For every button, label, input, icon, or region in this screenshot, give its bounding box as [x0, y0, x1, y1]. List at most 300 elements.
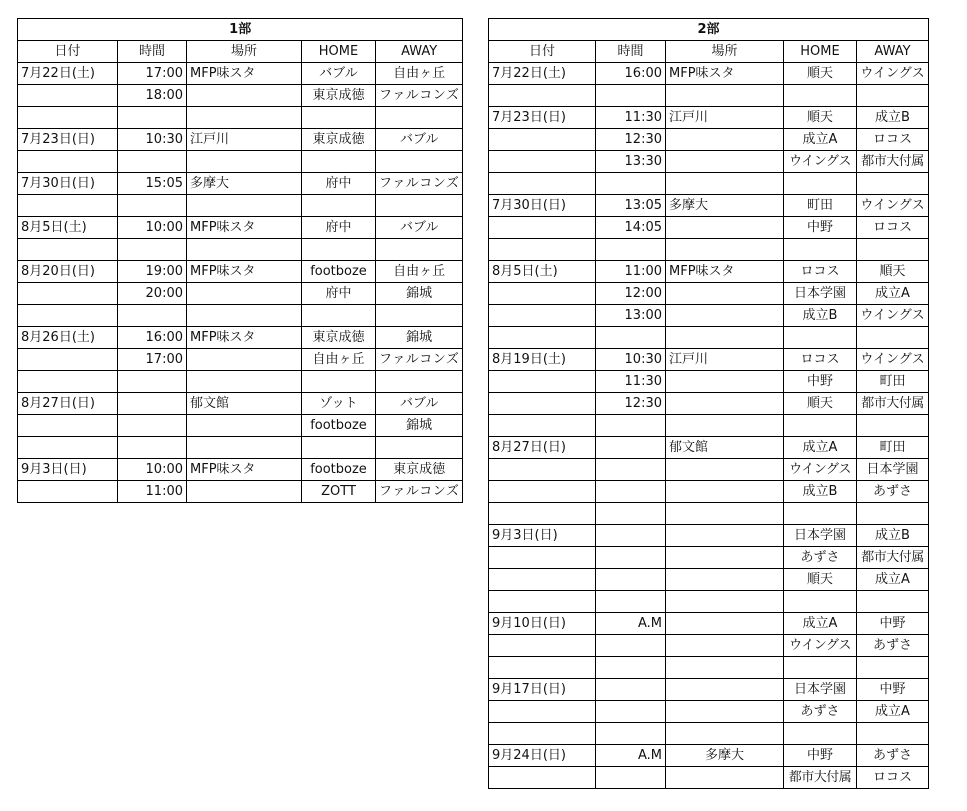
table-row: [18, 393, 463, 415]
away-team-cell: [376, 371, 463, 393]
venue-cell: [666, 657, 784, 679]
away-team-cell: [376, 195, 463, 217]
venue-cell: [666, 767, 784, 789]
table-row: [489, 327, 929, 349]
table-row: [18, 305, 463, 327]
venue-cell: [666, 635, 784, 657]
venue-cell: [666, 129, 784, 151]
time-cell: [118, 305, 187, 327]
time-cell: [596, 173, 666, 195]
venue-cell: [187, 371, 302, 393]
away-team-cell: [376, 437, 463, 459]
away-team-cell: ファルコンズ: [376, 173, 463, 195]
venue-cell: [666, 217, 784, 239]
home-team-cell: 東京成徳: [302, 85, 376, 107]
time-cell: 14:05: [596, 217, 666, 239]
time-cell: [596, 547, 666, 569]
table-row: [489, 547, 929, 569]
time-cell: [596, 591, 666, 613]
date-cell: [18, 107, 118, 129]
date-cell: [18, 239, 118, 261]
date-cell: [489, 503, 596, 525]
time-cell: [596, 437, 666, 459]
time-cell: 19:00: [118, 261, 187, 283]
header-home: HOME: [302, 41, 376, 63]
home-team-cell: 成立B: [784, 305, 857, 327]
date-cell: [489, 129, 596, 151]
date-cell: [18, 481, 118, 503]
home-team-cell: [302, 239, 376, 261]
date-cell: 8月26日(土): [18, 327, 118, 349]
date-cell: [489, 723, 596, 745]
date-cell: 9月3日(日): [489, 525, 596, 547]
table-row: [489, 525, 929, 547]
away-team-cell: [857, 503, 929, 525]
time-cell: 20:00: [118, 283, 187, 305]
date-cell: [489, 767, 596, 789]
time-cell: 10:00: [118, 217, 187, 239]
venue-cell: [666, 415, 784, 437]
table-row: [18, 437, 463, 459]
home-team-cell: [784, 415, 857, 437]
table-header-row: [18, 41, 463, 63]
away-team-cell: 東京成徳: [376, 459, 463, 481]
away-team-cell: 成立B: [857, 525, 929, 547]
away-team-cell: ウイングス: [857, 195, 929, 217]
table-row: [489, 217, 929, 239]
home-team-cell: 府中: [302, 173, 376, 195]
venue-cell: [666, 569, 784, 591]
venue-cell: [666, 723, 784, 745]
away-team-cell: 順天: [857, 261, 929, 283]
away-team-cell: ロコス: [857, 217, 929, 239]
date-cell: [489, 283, 596, 305]
away-team-cell: 都市大付属: [857, 547, 929, 569]
date-cell: [489, 151, 596, 173]
time-cell: 10:30: [118, 129, 187, 151]
table-row: [489, 283, 929, 305]
table-row: [489, 591, 929, 613]
away-team-cell: 日本学園: [857, 459, 929, 481]
date-cell: 7月22日(土): [489, 63, 596, 85]
venue-cell: [666, 503, 784, 525]
venue-cell: [187, 195, 302, 217]
table-row: [489, 371, 929, 393]
home-team-cell: footboze: [302, 459, 376, 481]
date-cell: [489, 635, 596, 657]
table-row: [489, 195, 929, 217]
table-row: [18, 415, 463, 437]
venue-cell: [666, 305, 784, 327]
table-row: [489, 151, 929, 173]
table-row: [489, 85, 929, 107]
date-cell: [489, 393, 596, 415]
date-cell: [489, 173, 596, 195]
time-cell: 17:00: [118, 349, 187, 371]
table-row: [489, 173, 929, 195]
date-cell: [18, 349, 118, 371]
venue-cell: MFP味スタ: [187, 63, 302, 85]
table-row: [18, 217, 463, 239]
time-cell: 13:00: [596, 305, 666, 327]
home-team-cell: [784, 173, 857, 195]
table-row: [489, 261, 929, 283]
table-row: [489, 569, 929, 591]
venue-cell: MFP味スタ: [666, 261, 784, 283]
venue-cell: 多摩大: [187, 173, 302, 195]
table-row: [489, 129, 929, 151]
away-team-cell: 錦城: [376, 415, 463, 437]
header-away: AWAY: [376, 41, 463, 63]
venue-cell: 多摩大: [666, 195, 784, 217]
away-team-cell: ウイングス: [857, 305, 929, 327]
date-cell: [489, 85, 596, 107]
date-cell: [489, 371, 596, 393]
table-row: [18, 151, 463, 173]
home-team-cell: ZOTT: [302, 481, 376, 503]
away-team-cell: [857, 415, 929, 437]
home-team-cell: [784, 591, 857, 613]
time-cell: [596, 415, 666, 437]
away-team-cell: 中野: [857, 613, 929, 635]
venue-cell: [666, 173, 784, 195]
date-cell: 7月23日(日): [18, 129, 118, 151]
time-cell: [118, 239, 187, 261]
table-row: [489, 745, 929, 767]
away-team-cell: ウイングス: [857, 349, 929, 371]
time-cell: [596, 525, 666, 547]
home-team-cell: バブル: [302, 63, 376, 85]
home-team-cell: [784, 327, 857, 349]
away-team-cell: 都市大付属: [857, 151, 929, 173]
date-cell: [489, 547, 596, 569]
away-team-cell: バブル: [376, 393, 463, 415]
home-team-cell: [302, 195, 376, 217]
home-team-cell: [784, 657, 857, 679]
time-cell: 16:00: [118, 327, 187, 349]
table-row: [489, 635, 929, 657]
home-team-cell: 日本学園: [784, 283, 857, 305]
division-1-title: 1部: [18, 19, 463, 41]
away-team-cell: バブル: [376, 217, 463, 239]
date-cell: 7月23日(日): [489, 107, 596, 129]
table-row: [18, 459, 463, 481]
time-cell: 12:00: [596, 283, 666, 305]
division-2-rows: [489, 63, 929, 789]
home-team-cell: ウイングス: [784, 635, 857, 657]
time-cell: [596, 679, 666, 701]
table-row: [18, 173, 463, 195]
table-row: [489, 63, 929, 85]
home-team-cell: [302, 437, 376, 459]
table-row: [18, 261, 463, 283]
venue-cell: [666, 393, 784, 415]
home-team-cell: [302, 305, 376, 327]
venue-cell: [187, 481, 302, 503]
time-cell: [118, 393, 187, 415]
time-cell: [596, 459, 666, 481]
venue-cell: [666, 459, 784, 481]
away-team-cell: ファルコンズ: [376, 481, 463, 503]
away-team-cell: [857, 239, 929, 261]
time-cell: 17:00: [118, 63, 187, 85]
table-row: [18, 239, 463, 261]
date-cell: 8月27日(日): [489, 437, 596, 459]
table-row: [489, 613, 929, 635]
table-row: [489, 459, 929, 481]
venue-cell: [187, 437, 302, 459]
table-row: [18, 371, 463, 393]
time-cell: 12:30: [596, 129, 666, 151]
home-team-cell: 府中: [302, 217, 376, 239]
venue-cell: [666, 283, 784, 305]
time-cell: 18:00: [118, 85, 187, 107]
division-1-rows: [18, 63, 463, 503]
time-cell: [118, 371, 187, 393]
away-team-cell: 成立A: [857, 701, 929, 723]
venue-cell: [666, 701, 784, 723]
table-row: [489, 107, 929, 129]
venue-cell: MFP味スタ: [187, 459, 302, 481]
away-team-cell: あずさ: [857, 635, 929, 657]
venue-cell: [666, 547, 784, 569]
home-team-cell: 中野: [784, 217, 857, 239]
time-cell: [596, 701, 666, 723]
time-cell: [118, 195, 187, 217]
header-date: 日付: [489, 41, 596, 63]
table-row: [18, 129, 463, 151]
home-team-cell: 町田: [784, 195, 857, 217]
date-cell: 9月17日(日): [489, 679, 596, 701]
venue-cell: [187, 85, 302, 107]
time-cell: [118, 437, 187, 459]
time-cell: [596, 767, 666, 789]
venue-cell: MFP味スタ: [187, 261, 302, 283]
time-cell: A.M: [596, 613, 666, 635]
table-row: [18, 195, 463, 217]
time-cell: 11:00: [118, 481, 187, 503]
date-cell: 7月30日(日): [18, 173, 118, 195]
away-team-cell: 錦城: [376, 283, 463, 305]
away-team-cell: 錦城: [376, 327, 463, 349]
header-time: 時間: [596, 41, 666, 63]
venue-cell: [187, 349, 302, 371]
venue-cell: 江戸川: [666, 349, 784, 371]
venue-cell: [666, 525, 784, 547]
venue-cell: [187, 107, 302, 129]
home-team-cell: 東京成徳: [302, 129, 376, 151]
home-team-cell: 日本学園: [784, 525, 857, 547]
home-team-cell: 順天: [784, 63, 857, 85]
home-team-cell: あずさ: [784, 701, 857, 723]
table-row: [18, 481, 463, 503]
time-cell: [596, 85, 666, 107]
table-row: [489, 767, 929, 789]
away-team-cell: バブル: [376, 129, 463, 151]
date-cell: 9月24日(日): [489, 745, 596, 767]
venue-cell: 江戸川: [187, 129, 302, 151]
venue-cell: [187, 239, 302, 261]
table-row: [18, 85, 463, 107]
home-team-cell: 順天: [784, 107, 857, 129]
table-row: [489, 349, 929, 371]
venue-cell: [666, 481, 784, 503]
header-venue: 場所: [666, 41, 784, 63]
home-team-cell: 中野: [784, 371, 857, 393]
home-team-cell: 都市大付属: [784, 767, 857, 789]
away-team-cell: [857, 327, 929, 349]
date-cell: [489, 701, 596, 723]
table-row: [489, 239, 929, 261]
table-row: [18, 283, 463, 305]
away-team-cell: ロコス: [857, 767, 929, 789]
away-team-cell: ファルコンズ: [376, 349, 463, 371]
venue-cell: [187, 283, 302, 305]
venue-cell: [666, 613, 784, 635]
time-cell: 15:05: [118, 173, 187, 195]
home-team-cell: ウイングス: [784, 459, 857, 481]
time-cell: 10:30: [596, 349, 666, 371]
away-team-cell: [376, 239, 463, 261]
time-cell: [118, 107, 187, 129]
date-cell: [489, 217, 596, 239]
home-team-cell: あずさ: [784, 547, 857, 569]
table-row: [18, 349, 463, 371]
away-team-cell: 都市大付属: [857, 393, 929, 415]
date-cell: 8月5日(土): [18, 217, 118, 239]
away-team-cell: ロコス: [857, 129, 929, 151]
table-title-row: [18, 19, 463, 41]
header-venue: 場所: [187, 41, 302, 63]
table-row: [489, 679, 929, 701]
table-header-row: [489, 41, 929, 63]
time-cell: [596, 635, 666, 657]
header-date: 日付: [18, 41, 118, 63]
table-row: [489, 305, 929, 327]
date-cell: [18, 195, 118, 217]
home-team-cell: ゾット: [302, 393, 376, 415]
date-cell: 7月22日(土): [18, 63, 118, 85]
table-title-row: [489, 19, 929, 41]
table-row: [18, 107, 463, 129]
venue-cell: 郁文館: [187, 393, 302, 415]
time-cell: 11:30: [596, 107, 666, 129]
date-cell: [18, 85, 118, 107]
time-cell: 16:00: [596, 63, 666, 85]
time-cell: [596, 723, 666, 745]
away-team-cell: 自由ヶ丘: [376, 63, 463, 85]
date-cell: [18, 437, 118, 459]
venue-cell: [666, 371, 784, 393]
away-team-cell: 自由ヶ丘: [376, 261, 463, 283]
venue-cell: 郁文館: [666, 437, 784, 459]
away-team-cell: 中野: [857, 679, 929, 701]
time-cell: 13:05: [596, 195, 666, 217]
time-cell: 10:00: [118, 459, 187, 481]
time-cell: [596, 481, 666, 503]
header-away: AWAY: [857, 41, 929, 63]
away-team-cell: あずさ: [857, 481, 929, 503]
division-2-schedule-table: [488, 18, 929, 789]
venue-cell: [666, 151, 784, 173]
home-team-cell: footboze: [302, 415, 376, 437]
time-cell: [596, 569, 666, 591]
away-team-cell: [857, 723, 929, 745]
away-team-cell: [376, 151, 463, 173]
time-cell: [118, 151, 187, 173]
division-2-title: 2部: [489, 19, 929, 41]
time-cell: [596, 239, 666, 261]
date-cell: [489, 305, 596, 327]
home-team-cell: [302, 371, 376, 393]
date-cell: [489, 481, 596, 503]
away-team-cell: [376, 107, 463, 129]
venue-cell: [666, 591, 784, 613]
away-team-cell: ウイングス: [857, 63, 929, 85]
venue-cell: [666, 85, 784, 107]
date-cell: [18, 151, 118, 173]
home-team-cell: 成立B: [784, 481, 857, 503]
away-team-cell: [857, 657, 929, 679]
table-row: [18, 327, 463, 349]
date-cell: 9月3日(日): [18, 459, 118, 481]
header-home: HOME: [784, 41, 857, 63]
away-team-cell: 町田: [857, 371, 929, 393]
date-cell: [489, 327, 596, 349]
date-cell: 8月19日(土): [489, 349, 596, 371]
venue-cell: MFP味スタ: [187, 327, 302, 349]
date-cell: [18, 371, 118, 393]
date-cell: [18, 305, 118, 327]
home-team-cell: 自由ヶ丘: [302, 349, 376, 371]
home-team-cell: 順天: [784, 393, 857, 415]
time-cell: A.M: [596, 745, 666, 767]
venue-cell: 多摩大: [666, 745, 784, 767]
home-team-cell: 順天: [784, 569, 857, 591]
table-row: [18, 63, 463, 85]
home-team-cell: ロコス: [784, 349, 857, 371]
date-cell: 8月27日(日): [18, 393, 118, 415]
home-team-cell: ウイングス: [784, 151, 857, 173]
venue-cell: [187, 305, 302, 327]
time-cell: 13:30: [596, 151, 666, 173]
table-row: [489, 481, 929, 503]
table-row: [489, 723, 929, 745]
home-team-cell: ロコス: [784, 261, 857, 283]
away-team-cell: [376, 305, 463, 327]
away-team-cell: [857, 85, 929, 107]
time-cell: 12:30: [596, 393, 666, 415]
venue-cell: [187, 415, 302, 437]
home-team-cell: [302, 151, 376, 173]
away-team-cell: 成立B: [857, 107, 929, 129]
venue-cell: [666, 327, 784, 349]
venue-cell: [666, 239, 784, 261]
date-cell: [489, 569, 596, 591]
table-row: [489, 393, 929, 415]
away-team-cell: [857, 173, 929, 195]
table-row: [489, 415, 929, 437]
venue-cell: [666, 679, 784, 701]
venue-cell: MFP味スタ: [666, 63, 784, 85]
home-team-cell: 成立A: [784, 613, 857, 635]
table-row: [489, 503, 929, 525]
date-cell: [489, 657, 596, 679]
date-cell: 9月10日(日): [489, 613, 596, 635]
home-team-cell: 東京成徳: [302, 327, 376, 349]
header-time: 時間: [118, 41, 187, 63]
venue-cell: MFP味スタ: [187, 217, 302, 239]
